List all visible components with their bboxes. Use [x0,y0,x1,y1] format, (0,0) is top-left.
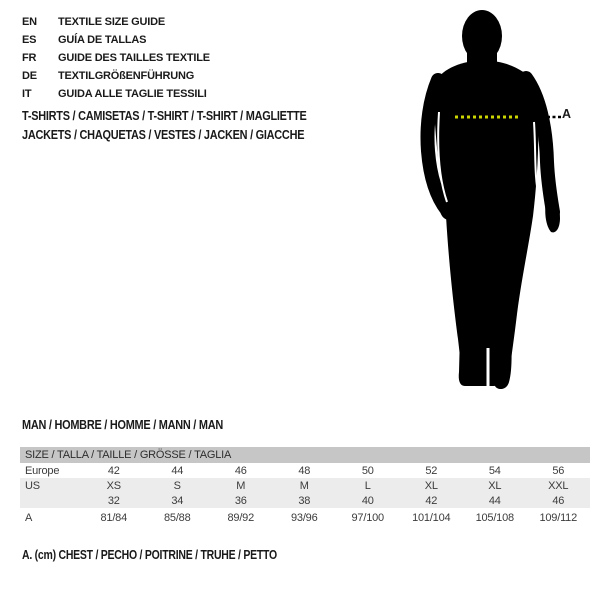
size-cell: 109/112 [539,511,578,524]
row-label: A [25,511,33,524]
size-cell: 48 [298,464,311,477]
size-cell: 101/104 [412,511,451,524]
language-label: GUIDA ALLE TAGLIE TESSILI [58,88,207,100]
size-table [20,447,590,526]
feet-gap [487,348,490,387]
language-label: GUÍA DE TALLAS [58,34,147,46]
size-cell: L [364,479,371,492]
language-code: FR [22,52,37,64]
size-cell: 105/108 [475,511,514,524]
size-cell: 50 [361,464,374,477]
size-cell: M [236,479,246,492]
size-cell: 97/100 [351,511,384,524]
table-row-chest-a [20,508,590,526]
size-cell: 42 [425,494,438,507]
size-cell: 44 [488,494,501,507]
row-label: US [25,479,40,492]
size-cell: 38 [298,494,311,507]
size-cell: XS [106,479,121,492]
size-cell: 56 [552,464,565,477]
size-table-header: SIZE / TALLA / TAILLE / GRÖSSE / TAGLIA [20,447,590,463]
table-row-us [20,478,590,493]
silhouette-body [427,10,560,389]
garment-categories [22,106,361,144]
size-cell: 46 [552,494,565,507]
row-label: Europe [25,464,60,477]
section-title-man: MAN / HOMBRE / HOMME / MANN / MAN [22,417,223,432]
table-row-numeric [20,493,590,508]
size-cell: 93/96 [290,511,318,524]
size-cell: 32 [107,494,120,507]
size-cell: XL [424,479,438,492]
size-cell: 40 [361,494,374,507]
category-jackets: JACKETS / CHAQUETAS / VESTES / JACKEN / GIACCHE [22,127,305,142]
size-cell: 81/84 [100,511,128,524]
measure-label-a: A [562,107,572,121]
category-tshirts: T-SHIRTS / CAMISETAS / T-SHIRT / T-SHIRT / MAGLIETTE [22,108,307,123]
size-cell: 46 [234,464,247,477]
size-cell: XXL [548,479,569,492]
language-code: IT [22,88,32,100]
language-title-list [22,13,210,103]
language-row-de [22,67,210,85]
size-cell: XL [488,479,502,492]
language-code: ES [22,34,37,46]
size-table-header-row [20,447,590,463]
language-row-es [22,31,210,49]
language-code: DE [22,70,37,82]
language-row-fr [22,49,210,67]
size-cell: 34 [171,494,184,507]
size-cell: 85/88 [163,511,191,524]
language-label: TEXTILE SIZE GUIDE [58,16,166,28]
size-cell: M [299,479,309,492]
language-row-en [22,13,210,31]
man-silhouette-graphic [405,4,585,390]
size-cell: 36 [234,494,247,507]
size-cell: 89/92 [227,511,255,524]
size-cell: 52 [425,464,438,477]
size-cell: 42 [107,464,120,477]
language-code: EN [22,16,37,28]
language-label: TEXTILGRÖßENFÜHRUNG [58,70,195,82]
man-silhouette [405,4,585,390]
measurement-footnote: A. (cm) CHEST / PECHO / POITRINE / TRUHE / PETTO [22,548,277,562]
size-cell: 44 [171,464,184,477]
size-cell: 54 [488,464,501,477]
row-label [20,493,82,508]
table-row-europe [20,463,590,478]
size-cell: S [173,479,181,492]
language-label: GUIDE DES TAILLES TEXTILE [58,52,210,64]
language-row-it [22,85,210,103]
